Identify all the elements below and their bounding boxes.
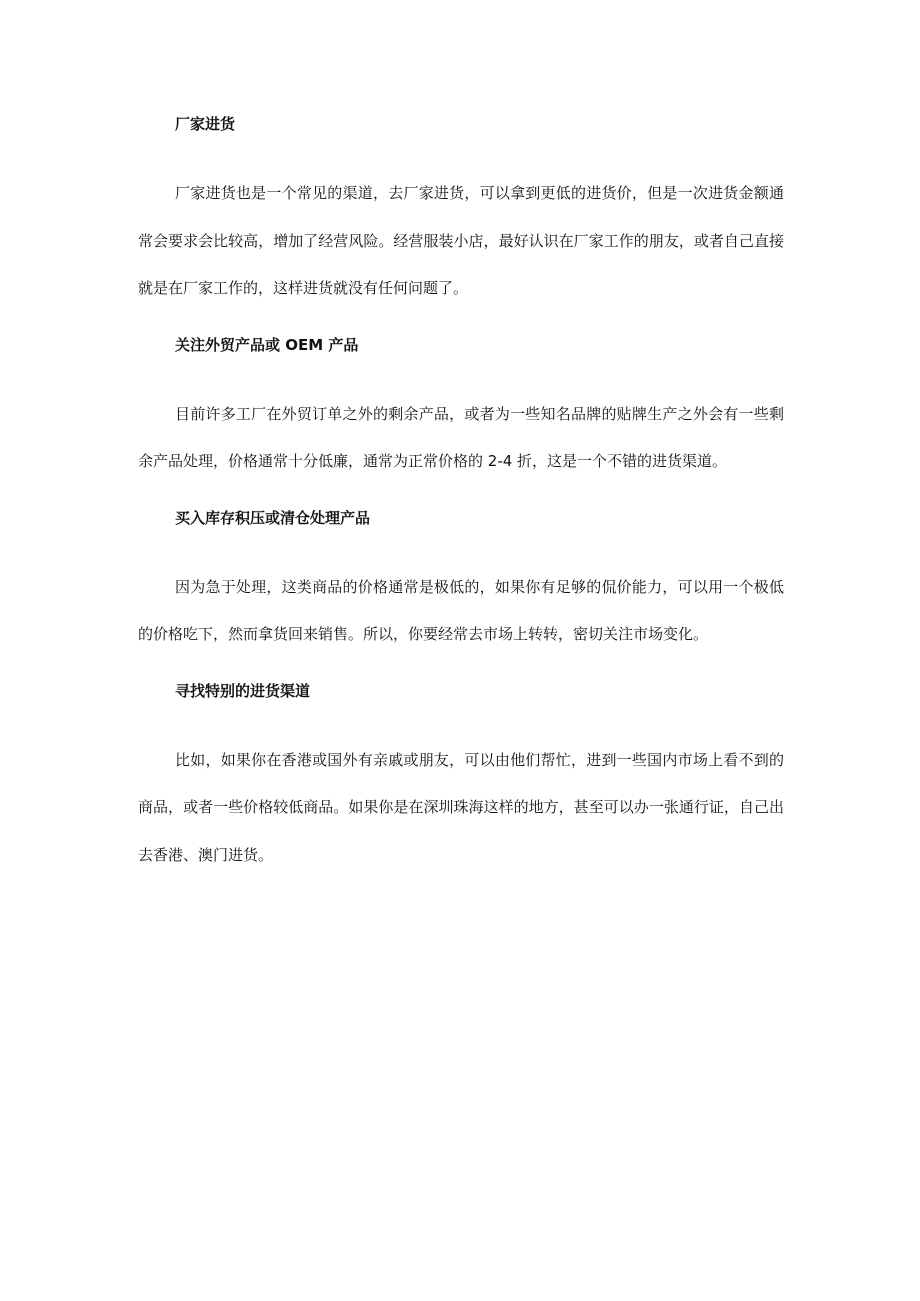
document-content <box>138 112 784 879</box>
section-body-foreign-trade: 目前许多工厂在外贸订单之外的剩余产品，或者为一些知名品牌的贴牌生产之外会有一些剩余产品处理，价格通常十分低廉，通常为正常价格的 2-4 折，这是一个不错的进货渠道。 <box>138 404 784 470</box>
section-body-special-channel: 比如，如果你在香港或国外有亲戚或朋友，可以由他们帮忙，进到一些国内市场上看不到的商品，或者一些价格较低商品。如果你是在深圳珠海这样的地方，甚至可以办一张通行证，自己出去香港、澳门进货。 <box>138 750 784 864</box>
section-heading-special-channel: 寻找特别的进货渠道 <box>175 681 311 700</box>
section-heading-clearance: 买入库存积压或清仓处理产品 <box>175 508 371 527</box>
section-heading-factory: 厂家进货 <box>175 115 236 133</box>
section-body-factory: 厂家进货也是一个常见的渠道，去厂家进货，可以拿到更低的进货价，但是一次进货金额通常会要求会比较高，增加了经营风险。经营服装小店，最好认识在厂家工作的朋友，或者自己直接就是在厂家工作的，这样进货就没有任何问题了。 <box>138 184 784 297</box>
section-heading-foreign-trade: 关注外贸产品或 OEM 产品 <box>175 335 359 354</box>
section-body-clearance: 因为急于处理，这类商品的价格通常是极低的，如果你有足够的侃价能力，可以用一个极低的价格吃下，然而拿货回来销售。所以，你要经常去市场上转转，密切关注市场变化。 <box>138 577 784 643</box>
